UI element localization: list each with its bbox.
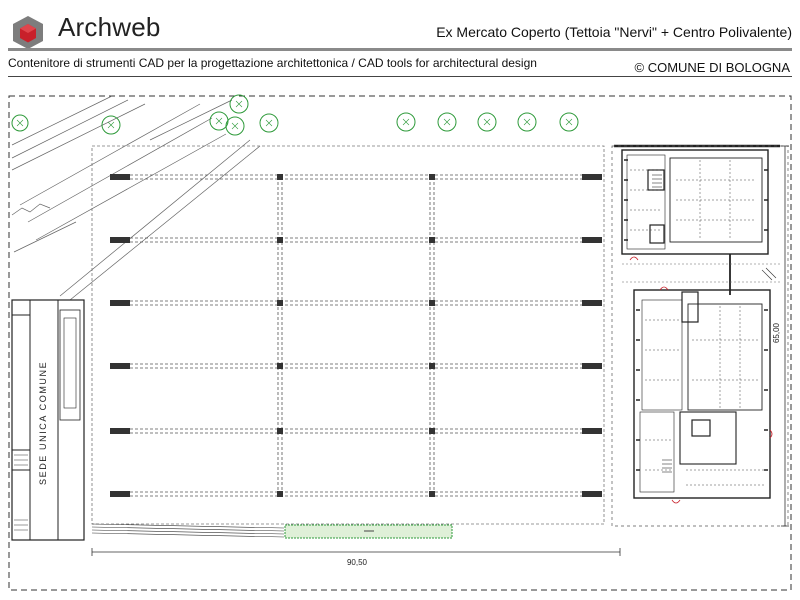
tagline: Contenitore di strumenti CAD per la progettazione architettonica / CAD tools for architectural design xyxy=(8,56,537,70)
floor-plan-drawing xyxy=(0,80,800,600)
tree-symbol xyxy=(12,115,28,131)
project-title: Ex Mercato Coperto (Tettoia "Nervi" + Centro Polivalente) xyxy=(436,24,792,40)
tree-symbol xyxy=(210,112,228,130)
sede-unica-building xyxy=(12,300,84,540)
tree-symbol xyxy=(260,114,278,132)
width-dimension-text: 90,50 xyxy=(346,558,368,567)
sede-unica-hatch xyxy=(14,455,28,530)
floor-plan-svg xyxy=(0,80,800,600)
trees xyxy=(12,95,578,135)
tree-symbol xyxy=(230,95,248,113)
height-dimension-text: 65,00 xyxy=(772,322,781,344)
canopy-beams xyxy=(120,175,582,496)
tree-symbol xyxy=(438,113,456,131)
archweb-cube-icon[interactable] xyxy=(10,14,46,50)
tree-symbol xyxy=(478,113,496,131)
site-boundary xyxy=(9,96,791,590)
wall-ticks xyxy=(624,160,768,470)
centro-polivalente-building xyxy=(614,146,780,498)
bottom-steps xyxy=(92,524,284,537)
header-bottom-rule xyxy=(8,76,792,77)
canopy-columns xyxy=(110,174,602,497)
brand-name[interactable]: Archweb xyxy=(58,12,161,42)
tree-symbol xyxy=(518,113,536,131)
tree-symbol xyxy=(102,116,120,134)
site-header xyxy=(0,0,800,76)
tree-symbol xyxy=(397,113,415,131)
width-dimension-line xyxy=(92,548,620,556)
canopy-outline xyxy=(92,146,604,524)
canopy-longitudinal-beams xyxy=(278,177,434,494)
stairs xyxy=(652,175,776,472)
header-divider xyxy=(8,48,792,51)
tree-symbol xyxy=(560,113,578,131)
sede-unica-label: SEDE UNICA COMUNE xyxy=(38,360,48,485)
diagonal-site-lines xyxy=(12,96,260,300)
copyright-notice: © COMUNE DI BOLOGNA xyxy=(634,60,790,75)
tree-symbol xyxy=(226,117,244,135)
